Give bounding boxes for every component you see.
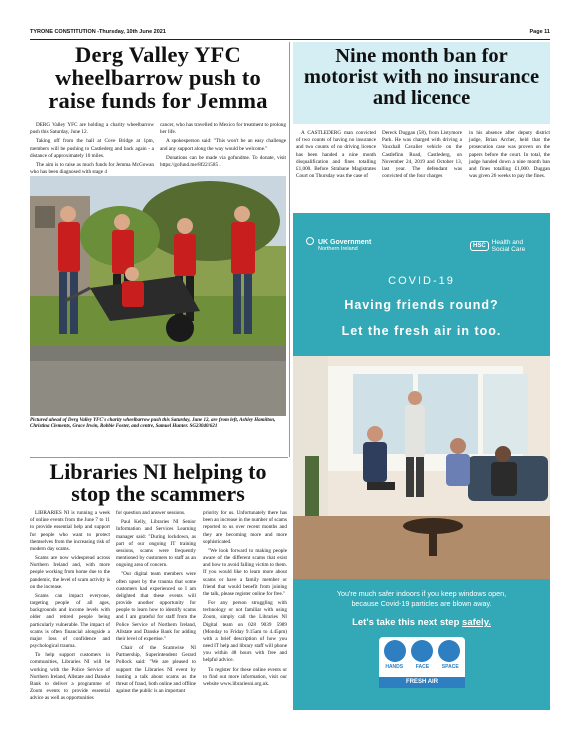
story3-para: "Our digital team members were often upset by the trauma that some customers had experienced so I am delighted that these events will provide another opportunity for people to learn how to identify scams and I am grateful for staff from the Police Service of Northern Ireland, Allstate and Danske Bank for adding their level of expertise." <box>116 571 196 642</box>
gov-logo-sub: Northern Ireland <box>318 246 358 252</box>
story1-headline: Derg Valley YFC wheelbarrow push to raise funds for Jemma <box>48 42 268 113</box>
story1-para: Taking off from the hall at Cove Bridge at 1pm, members will be pushing to Castlederg and back again - a distance of approximately 10 miles. <box>30 138 154 159</box>
ad-cta-text: Let's take this next step <box>352 617 463 628</box>
badge-icons-row <box>379 637 465 662</box>
story3-col2 <box>116 510 196 732</box>
ad-body-line: because Covid-19 particles are blown away. <box>351 599 492 609</box>
story3-para: To register for these online events or to find out more information, visit our website www.librariesni.org.uk. <box>203 666 287 687</box>
story3-headline: Libraries NI helping to stop the scammers <box>49 459 267 507</box>
ad-cta-emphasis: safely. <box>462 617 491 628</box>
ad-body-line: You're much safer indoors if you keep windows open, <box>336 589 507 598</box>
story2-col1: A CASTLEDERG man convicted of two counts of having no insurance and two counts of no driving licence has been handed a nine month disqualification and fines totalling £1,000. Before Strabane Magistrates Court on Thursday was the case of <box>296 130 376 180</box>
badge-label: HANDS <box>385 664 404 670</box>
face-icon <box>411 640 433 662</box>
story3-col1 <box>30 510 110 732</box>
story3-para: Paul Kelly, Libraries NI Senior Information and Services Learning manager said: "During lockdown, as part of our ongoing IT training sessions, scams were frequently mentioned by customers to staff as an ongoing area of concern. <box>116 519 196 569</box>
header-date: TYRONE CONSTITUTION -Thursday, 10th June 2021 <box>30 29 166 35</box>
hsc-line: Health and <box>491 239 524 246</box>
hsc-logo <box>470 239 525 253</box>
page-number: Page 11 <box>529 29 550 35</box>
story3-para: LIBRARIES NI is running a week of online events from the June 7 to 11 to provide essential help and support for people who want to protect themselves from the increasing risk of modern day scams. <box>30 510 110 552</box>
story1-para: DERG Valley YFC are holding a charity wheelbarrow push this Saturday, June 12. <box>30 122 154 136</box>
column-rule <box>289 42 290 457</box>
page-header <box>30 29 550 40</box>
story3-para: priority for us. Unfortunately there has been an increase in the number of scams reported to us over recent months and they are becoming more and more sophisticated. <box>203 510 287 545</box>
story1-col1 <box>30 122 154 176</box>
story1-col2 <box>160 122 286 170</box>
story2-headline: Nine month ban for motorist with no insurance and licence <box>303 45 540 109</box>
hsc-line: Social Care <box>491 246 526 254</box>
living-room-photo <box>293 356 550 579</box>
story2-col2: Dereck Duggan (58), from Listymore Park. He was charged with driving a Vauxhall Cavalier vehicle on the Castlefinn Road, Castlederg, on November 24, 2019 and October 13, last year. The defendant was convicted of the four charges <box>382 130 462 180</box>
story3-para: For any person struggling with technology or not familiar with using Zoom, simply call the Libraries NI Digital team on 028 9039 5989 (Monday to Friday 9.15am to 4.45pm) with a brief description of how you need IT help and library staff will phone you within 48 hours with free and helpful advice. <box>203 600 287 664</box>
covid-advert <box>293 213 550 710</box>
story1-para: A spokesperson said: "This won't be an easy challenge and any support along the way would be welcome." <box>160 138 286 152</box>
story1-para: Donations can be made via gofundme. To donate, visit https://gofund.me/8f221585 . <box>160 154 286 168</box>
story3-para: Scams can impact everyone, targeting people of all ages, backgrounds and income levels with older and retired people being particularly vulnerable. The impact of scams is often financial alongside a major loss of confidence and psychological trauma. <box>30 592 110 650</box>
story2-headline-panel <box>293 42 550 124</box>
hsc-badge: HSC <box>470 241 489 251</box>
story3-para: To help support customers in communities, Libraries NI will be working with the Police Service of Northern Ireland, Allstate and Danske Bank to deliver a programme of Zoom events to provide essential advice as well as opportunities <box>30 652 110 702</box>
hsc-text <box>492 239 526 253</box>
space-icon <box>438 640 460 662</box>
living-room-photo-svg <box>293 356 550 579</box>
section-rule <box>30 457 288 458</box>
badge-labels-row <box>379 664 465 670</box>
story3-para: for question and answer sessions. <box>116 510 186 516</box>
badge-fresh-air: FRESH AIR <box>379 677 465 688</box>
story3-col3 <box>203 510 287 732</box>
ad-line1: Having friends round? <box>344 298 499 312</box>
story3-para: Scams are now widespread across Northern Ireland and, with more people working from home due to the pandemic, the level of scam activity is on the increase. <box>30 555 110 590</box>
story1-para: The aim is to raise as much funds for Jemma McGowan who has been diagnosed with stage 4 <box>30 161 154 176</box>
ad-cta <box>293 617 550 628</box>
hands-face-space-badge <box>379 637 465 688</box>
gov-logo <box>308 239 371 252</box>
story1-caption: Pictured ahead of Derg Valley YFC's charity wheelbarrow push this Saturday, June 12, are from left, Ashley Hamilton, Christina Clements, Grace Irwin, Robbie Foster, and centre, Samuel Hunter. SG23040/621 <box>30 418 276 430</box>
ad-body <box>293 589 550 610</box>
story1-para: cancer, who has travelled to Mexico for treatment to prolong her life. <box>160 122 286 136</box>
crest-icon <box>306 237 314 245</box>
story2-col3: in his absence after deputy district judge, Brian Archer, held that the prosecution case was proven on the papers before the court. In total, the judge handed down a nine month ban and fines totalling £1,000. Duggan was given 26 weeks to pay the fines. <box>469 130 550 180</box>
ad-line2: Let the fresh air in too. <box>341 324 502 338</box>
hands-icon <box>384 640 406 662</box>
yfc-group-photo-svg <box>30 176 286 416</box>
covid-label: COVID-19 <box>388 275 455 287</box>
gov-logo-title: UK Government <box>318 239 372 246</box>
story3-para: Chair of the Scamwise NI Partnership, Superintendent Gerard Pollock said: "We are pleased to support the Libraries NI event by hosting a talk about scams as the threat of fraud, both online and offline against the public is an important <box>116 645 196 695</box>
badge-label: FACE <box>415 664 430 670</box>
story3-para: "We look forward to making people aware of the different scams that exist and how to avoid falling victim to them. If you would like to learn more about scams or have a family member or friend that would benefit from joining the talk, please register online for free." <box>203 547 287 597</box>
badge-label: SPACE <box>441 664 459 670</box>
yfc-group-photo <box>30 176 286 416</box>
